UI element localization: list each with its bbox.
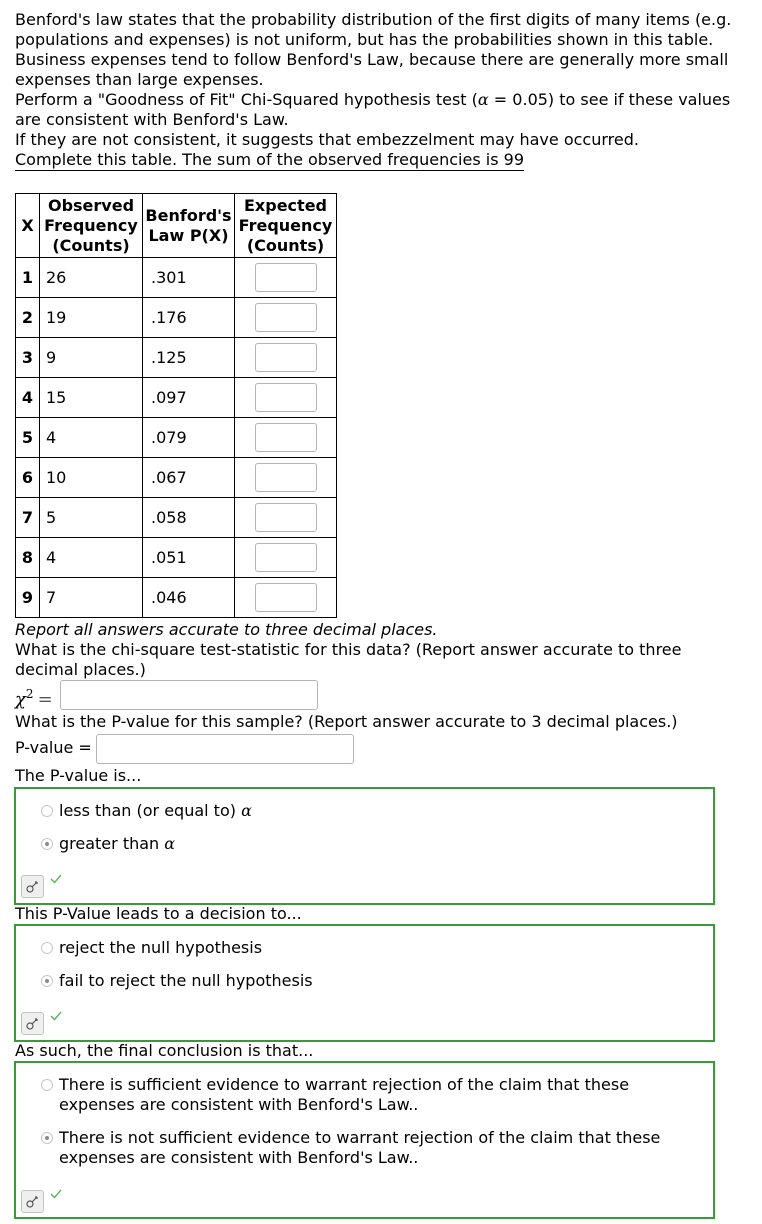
row-x: 7 (16, 498, 40, 538)
radio-icon[interactable] (41, 942, 53, 954)
expected-input[interactable] (255, 583, 317, 612)
chi-exponent: 2 (25, 687, 34, 701)
row-benford-p: .046 (143, 578, 235, 618)
row-x: 1 (16, 258, 40, 298)
table-row (16, 338, 337, 378)
radio-icon[interactable] (41, 805, 53, 817)
row-benford-p: .097 (143, 378, 235, 418)
q1-option-less-text: less than (or equal to) (59, 801, 242, 820)
table-row (16, 498, 337, 538)
row-expected-cell (235, 258, 337, 298)
header-expected-line2: Frequency (238, 215, 333, 235)
header-benford-line1: Benford's (145, 205, 232, 225)
chi-symbol: χ (15, 689, 26, 710)
row-expected-cell (235, 418, 337, 458)
expected-input[interactable] (255, 383, 317, 412)
q3-label: As such, the final conclusion is that... (15, 1041, 314, 1060)
row-x: 6 (16, 458, 40, 498)
expected-input[interactable] (255, 263, 317, 292)
header-expected-line1: Expected (244, 195, 327, 215)
row-observed: 26 (40, 258, 143, 298)
expected-input[interactable] (255, 463, 317, 492)
intro-paragraph-3 (15, 90, 750, 130)
expected-input[interactable] (255, 343, 317, 372)
chi-square-label (15, 682, 53, 712)
chi-square-question: What is the chi-square test-statistic for this data? (Report answer accurate to three decimal places.) (15, 640, 682, 679)
row-observed: 19 (40, 298, 143, 338)
table-row (16, 538, 337, 578)
q1-label: The P-value is... (15, 766, 142, 785)
row-benford-p: .051 (143, 538, 235, 578)
intro-p3-end: = 0.05) to see if these values are consistent with Benford's Law. (15, 90, 731, 129)
q1-option-greater-text: greater than (59, 834, 165, 853)
q2-option-fail-label: fail to reject the null hypothesis (59, 971, 313, 990)
row-expected-cell (235, 338, 337, 378)
radio-selected-icon[interactable] (41, 975, 53, 987)
key-icon (22, 876, 43, 897)
row-benford-p: .058 (143, 498, 235, 538)
row-x: 5 (16, 418, 40, 458)
radio-icon[interactable] (41, 1079, 53, 1091)
key-icon (22, 1191, 43, 1212)
intro-paragraph-5 (15, 150, 750, 171)
header-observed-line2: Frequency (44, 215, 138, 235)
key-icon-button[interactable] (21, 875, 44, 898)
row-expected-cell (235, 498, 337, 538)
expected-input[interactable] (255, 543, 317, 572)
row-expected-cell (235, 298, 337, 338)
header-observed (40, 194, 143, 258)
q3-option-not-sufficient-label: There is not sufficient evidence to warrant rejection of the claim that these expenses are consistent with Benford's Law.. (59, 1128, 661, 1167)
pvalue-label: P-value = (15, 738, 92, 757)
radio-selected-icon[interactable] (41, 1132, 53, 1144)
row-observed: 4 (40, 538, 143, 578)
row-benford-p: .301 (143, 258, 235, 298)
header-benford (143, 194, 235, 258)
q3-choice-box (14, 1061, 715, 1219)
q2-choice-box (14, 924, 715, 1042)
alpha-symbol: α (164, 834, 176, 853)
intro-p3-start: Perform a "Goodness of Fit" Chi-Squared hypothesis test ( (15, 90, 478, 109)
intro-paragraph-2: Business expenses tend to follow Benford's Law, because there are generally more small expenses than large expenses. (15, 50, 729, 89)
intro-paragraph-1: Benford's law states that the probability distribution of the first digits of many items (e.g. populations and expenses) is not uniform, but has the probabilities shown in this table. (15, 10, 732, 49)
q1-option-greater-label (59, 834, 175, 854)
table-row (16, 258, 337, 298)
header-expected-line3: (Counts) (246, 235, 325, 255)
header-benford-line2: Law P(X) (148, 225, 229, 245)
row-expected-cell (235, 578, 337, 618)
table-row (16, 378, 337, 418)
row-observed: 4 (40, 418, 143, 458)
q2-option-reject-label: reject the null hypothesis (59, 938, 263, 957)
key-icon-button[interactable] (21, 1012, 44, 1035)
pvalue-question: What is the P-value for this sample? (Report answer accurate to 3 decimal places.) (15, 712, 678, 731)
row-x: 4 (16, 378, 40, 418)
radio-selected-icon[interactable] (41, 838, 53, 850)
header-observed-line3: (Counts) (52, 235, 130, 255)
row-observed: 7 (40, 578, 143, 618)
expected-input[interactable] (255, 303, 317, 332)
q1-choice-box (14, 787, 715, 905)
expected-input[interactable] (255, 503, 317, 532)
table-row (16, 578, 337, 618)
chi-square-input[interactable] (60, 680, 318, 710)
check-icon (50, 1188, 62, 1200)
expected-input[interactable] (255, 423, 317, 452)
alpha-symbol: α (477, 90, 489, 109)
q3-option-sufficient-label: There is sufficient evidence to warrant rejection of the claim that these expenses are consistent with Benford's Law.. (59, 1075, 630, 1114)
key-icon (22, 1013, 43, 1034)
row-observed: 9 (40, 338, 143, 378)
table-row (16, 418, 337, 458)
header-x: X (16, 194, 40, 258)
row-observed: 15 (40, 378, 143, 418)
row-benford-p: .176 (143, 298, 235, 338)
table-row (16, 458, 337, 498)
row-observed: 10 (40, 458, 143, 498)
pvalue-input[interactable] (96, 734, 354, 764)
intro-paragraph-4: If they are not consistent, it suggests that embezzelment may have occurred. (15, 130, 639, 149)
check-icon (50, 1010, 62, 1022)
alpha-symbol: α (241, 801, 252, 820)
row-benford-p: .067 (143, 458, 235, 498)
header-observed-line1: Observed (47, 195, 135, 215)
row-benford-p: .125 (143, 338, 235, 378)
check-icon (50, 873, 62, 885)
report-note: Report all answers accurate to three decimal places. (15, 620, 438, 639)
row-x: 8 (16, 538, 40, 578)
q2-label: This P-Value leads to a decision to... (15, 904, 302, 923)
problem-intro (15, 10, 750, 171)
table-row (16, 298, 337, 338)
row-observed: 5 (40, 498, 143, 538)
header-expected (235, 194, 337, 258)
table-instruction: Complete this table. The sum of the observed frequencies is 99 (15, 150, 524, 169)
row-expected-cell (235, 378, 337, 418)
row-x: 2 (16, 298, 40, 338)
row-x: 9 (16, 578, 40, 618)
row-x: 3 (16, 338, 40, 378)
row-expected-cell (235, 458, 337, 498)
row-expected-cell (235, 538, 337, 578)
key-icon-button[interactable] (21, 1190, 44, 1213)
benford-table (15, 193, 337, 618)
chi-equals: = (37, 689, 53, 710)
row-benford-p: .079 (143, 418, 235, 458)
q1-option-less-label (59, 801, 252, 821)
